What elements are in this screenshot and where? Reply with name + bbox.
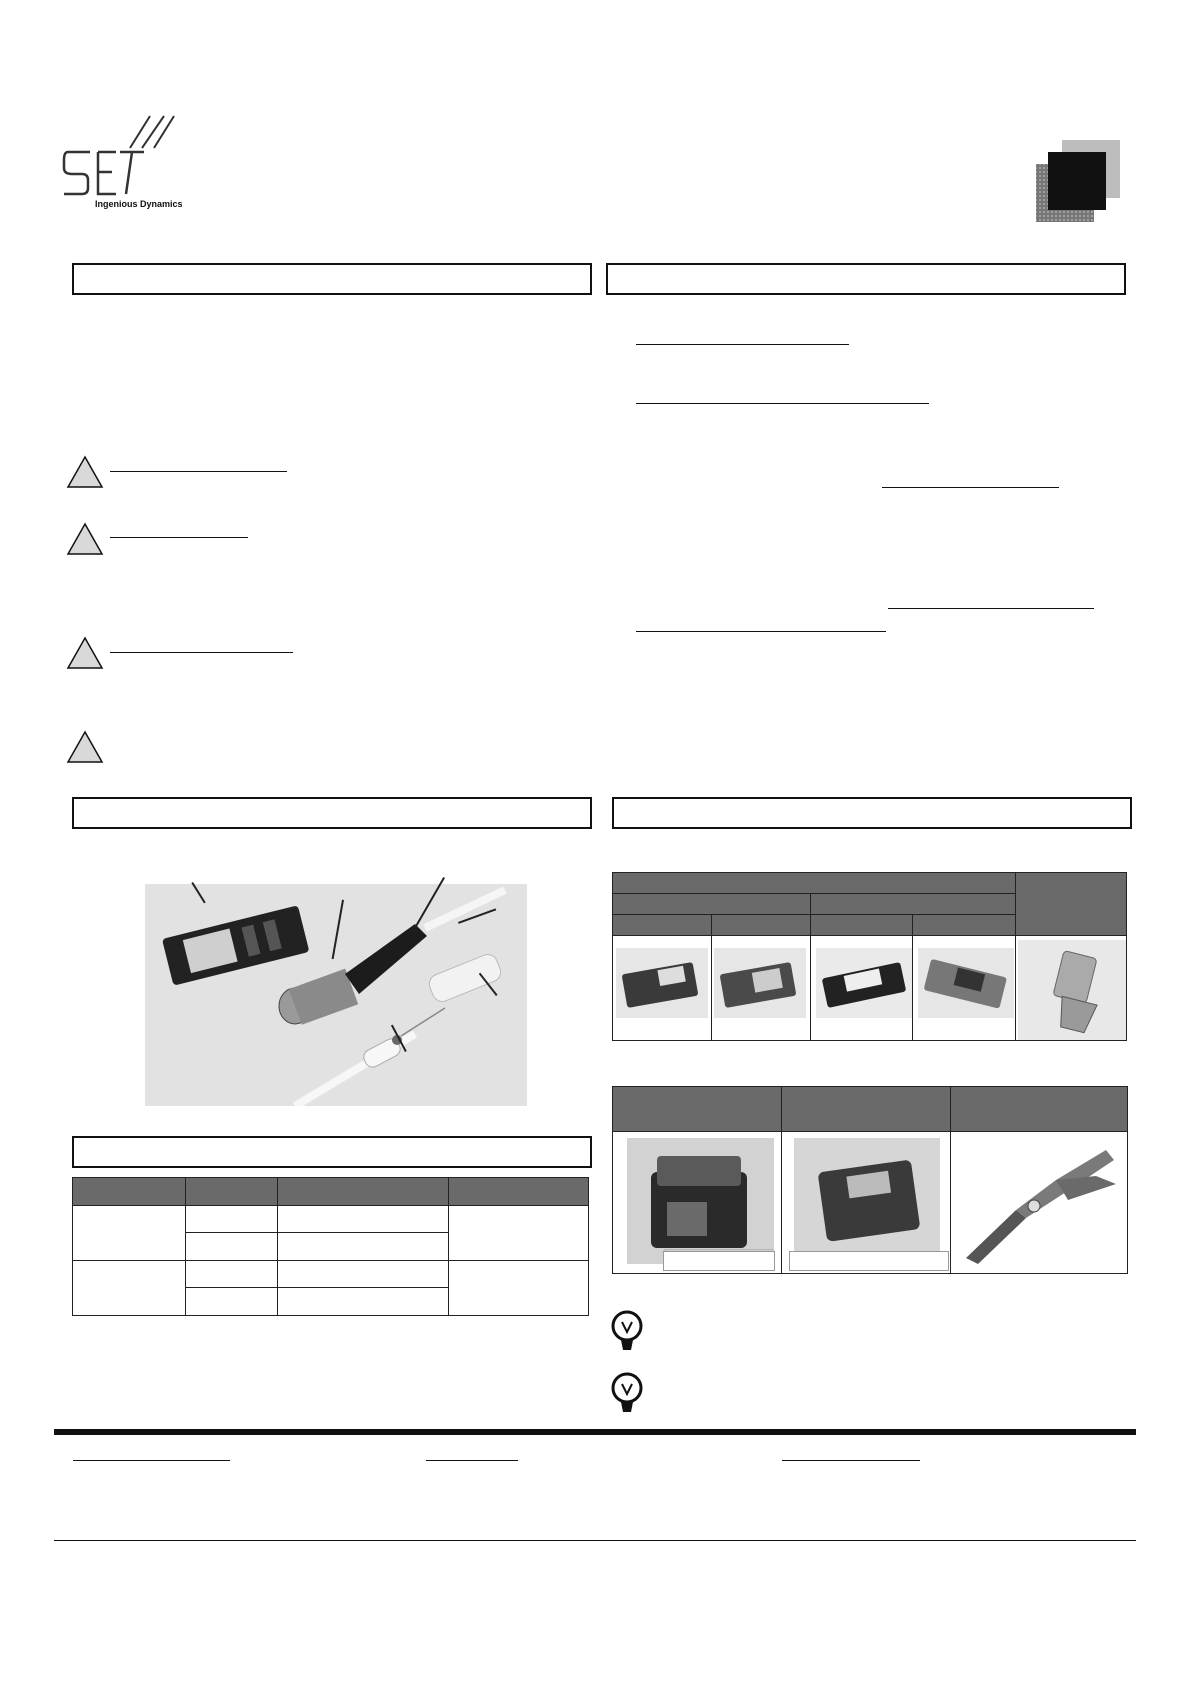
overlapping-squares-icon xyxy=(1034,138,1124,224)
table-header-cell xyxy=(449,1178,589,1206)
table-header-cell xyxy=(711,915,810,936)
ferrule-tool-photo xyxy=(1018,940,1126,1040)
link-underline xyxy=(882,487,1059,488)
table-header-cell xyxy=(613,1087,782,1132)
table-header-cell xyxy=(278,1178,449,1206)
photo-caption-box xyxy=(663,1251,775,1271)
link-underline xyxy=(636,344,849,345)
warning-triangle-icon xyxy=(66,455,104,489)
footer-heading-underline xyxy=(426,1460,518,1461)
warning-heading-underline xyxy=(110,471,287,472)
lightbulb-icon xyxy=(609,1310,645,1354)
section-box-specs xyxy=(72,1136,592,1168)
set-logo-icon xyxy=(60,112,200,202)
table-header-cell xyxy=(1016,873,1127,936)
warning-heading-underline xyxy=(110,652,293,653)
fiber-holder-photo xyxy=(714,948,806,1018)
footer-heading-underline xyxy=(73,1460,230,1461)
table-header-cell xyxy=(782,1087,951,1132)
fusion-splicer-photo xyxy=(627,1138,774,1264)
warning-triangle-icon xyxy=(66,730,104,764)
footer-heading-underline xyxy=(782,1460,920,1461)
table-cell xyxy=(278,1205,449,1233)
lightbulb-icon xyxy=(609,1372,645,1416)
table-cell xyxy=(278,1288,449,1316)
specification-table xyxy=(72,1177,589,1316)
table-header-cell xyxy=(810,915,913,936)
footer-divider-thin xyxy=(54,1540,1136,1541)
company-logo xyxy=(60,112,200,212)
link-underline xyxy=(888,608,1094,609)
table-header-cell xyxy=(186,1178,278,1206)
table-header-cell xyxy=(613,873,1016,894)
warning-heading-underline xyxy=(110,537,248,538)
section-box-mid-left xyxy=(72,797,592,829)
table-cell xyxy=(278,1260,449,1288)
table-header-cell xyxy=(613,915,712,936)
fiber-holder-photo xyxy=(918,948,1014,1018)
fiber-stripper-photo xyxy=(956,1140,1122,1268)
logo-tagline: Ingenious Dynamics xyxy=(95,199,183,209)
table-header-cell xyxy=(613,894,811,915)
table-cell xyxy=(186,1205,278,1233)
table-cell xyxy=(278,1233,449,1261)
link-underline xyxy=(636,631,886,632)
section-box-mid-right xyxy=(612,797,1132,829)
table-cell xyxy=(449,1205,589,1260)
table-cell xyxy=(186,1260,278,1288)
fiber-cleaver-photo xyxy=(794,1138,940,1260)
table-header-cell xyxy=(913,915,1016,936)
table-cell xyxy=(73,1260,186,1315)
warning-triangle-icon xyxy=(66,636,104,670)
section-box-top-right xyxy=(606,263,1126,295)
table-cell xyxy=(186,1233,278,1261)
photo-caption-box xyxy=(789,1251,949,1271)
table-cell xyxy=(186,1288,278,1316)
table-header-cell xyxy=(810,894,1016,915)
table-header-cell xyxy=(951,1087,1128,1132)
table-cell xyxy=(449,1260,589,1315)
link-underline xyxy=(636,403,929,404)
table-cell xyxy=(73,1205,186,1260)
fiber-holder-photo xyxy=(816,948,912,1018)
warning-triangle-icon xyxy=(66,522,104,556)
section-box-top-left xyxy=(72,263,592,295)
table-header-cell xyxy=(73,1178,186,1206)
fiber-holder-photo xyxy=(616,948,708,1018)
footer-divider-thick xyxy=(54,1429,1136,1435)
